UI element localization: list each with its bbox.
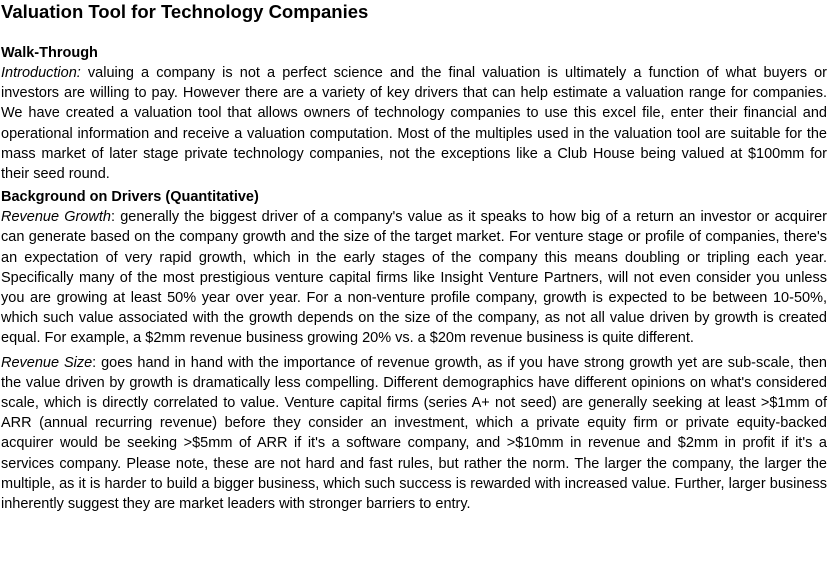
section-heading: Background on Drivers (Quantitative) xyxy=(1,189,259,206)
section-heading: Walk-Through xyxy=(1,45,98,61)
paragraph-body: : goes hand in hand with the importance of revenue growth, as if you have strong growth yet are sub-scale, then the value driven by growth is dramatically less compelling. Different demographics have different opinions on what's considered scale, which is directly correlated to value. Venture capital firms (series A+ not seed) are generally seeking at least >$1mm of ARR (annual recurring revenue) before they consider an investment, which a private equity firm or private equity-backed acquirer would be seeking >$5mm of ARR if it's a software company, and >$10mm in revenue and $2mm in profit if it's a services company. Please note, these are not hard and fast rules, but rather the norm. The larger the company, the larger the multiple, as it is harder to build a bigger business, which such success is rewarded with increased value. Further, larger business inherently suggest they are market leaders with stronger barriers to entry. xyxy=(1,354,827,513)
paragraph-revenue-size xyxy=(1,353,827,515)
paragraph-body: valuing a company is not a perfect science and the final valuation is ultimately a function of what buyers or investors are willing to pay. However there are a variety of key drivers that can help estimate a valuation range for companies. We have created a valuation tool that allows owners of technology companies to use this excel file, enter their financial and operational information and receive a valuation computation. Most of the multiples used in the valuation tool are suitable for the mass market of later stage private technology companies, not the exceptions like a Club House being valued at $100mm for their seed round. xyxy=(1,65,827,183)
spacer xyxy=(1,25,827,43)
paragraph-body: : generally the biggest driver of a company's value as it speaks to how big of a return an investor or acquirer can generate based on the company growth and the size of the target market. For venture stage or profile of companies, there's an expectation of very rapid growth, which in the early stages of the company this means doubling or tripling each year. Specifically many of the most prestigious venture capital firms like Insight Venture Partners, will not even consider you unless you are growing at least 50% year over year. For a non-venture profile company, growth is expected to be between 10-50%, which such value associated with the growth depends on the size of the company, as not all value driven by growth is created equal. For example, a $2mm revenue business growing 20% vs. a $20m revenue business is quite different. xyxy=(1,209,827,347)
paragraph-lead: Introduction: xyxy=(1,65,81,81)
paragraph-lead: Revenue Size xyxy=(1,354,93,371)
document-title: Valuation Tool for Technology Companies xyxy=(1,1,369,22)
paragraph-lead: Revenue Growth xyxy=(1,209,111,226)
section-walk-through xyxy=(1,43,827,184)
section-background-drivers xyxy=(1,187,827,514)
paragraph-revenue-growth xyxy=(1,207,827,348)
paragraph-introduction xyxy=(1,63,827,184)
